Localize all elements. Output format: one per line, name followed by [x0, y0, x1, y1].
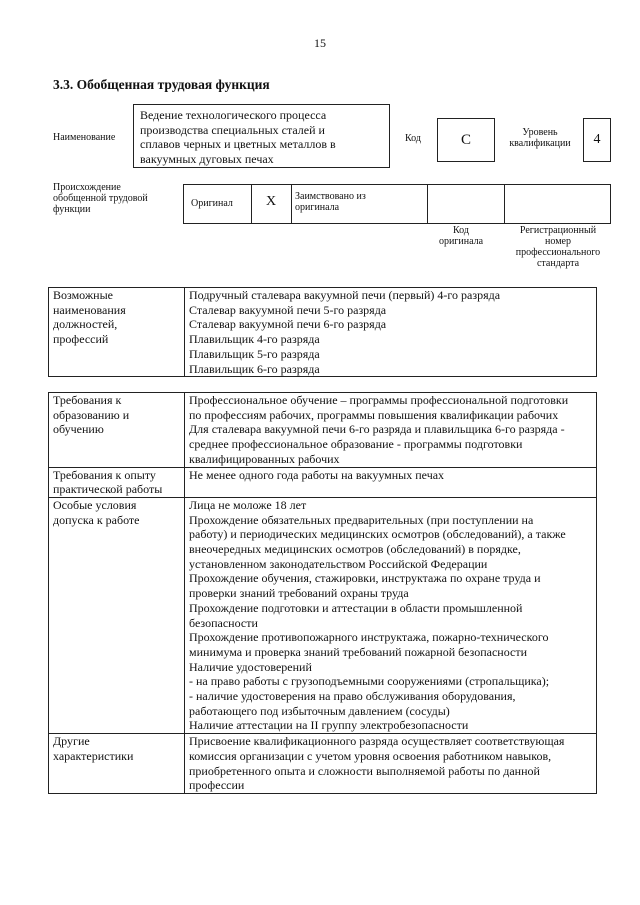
positions-row	[49, 288, 597, 377]
positions-list-cell	[185, 288, 597, 377]
function-name-line: сплавов черных и цветных металлов в	[140, 137, 336, 152]
requirement-label-line: Требования к	[53, 393, 122, 407]
section-title: 3.3. Обобщенная трудовая функция	[53, 77, 270, 92]
requirement-label-line: практической работы	[53, 482, 163, 497]
position-item: Плавильщик 5-го разряда	[189, 346, 320, 361]
requirement-line: Присвоение квалификационного разряда осуществляет соответствующая	[189, 734, 565, 749]
requirement-row-admission	[49, 497, 597, 733]
code-value: С	[437, 118, 495, 162]
original-mark: X	[265, 194, 277, 209]
position-item: Плавильщик 4-го разряда	[189, 332, 320, 347]
requirement-label-line: допуска к работе	[53, 512, 140, 527]
position-item: Плавильщик 6-го разряда	[189, 361, 320, 376]
borrowed-label	[295, 191, 366, 213]
page-number: 15	[314, 36, 326, 50]
reg-number-line: профессионального	[515, 247, 601, 258]
requirement-label-cell	[49, 393, 185, 468]
requirement-line: Прохождение обучения, стажировки, инструктажа по охране труда и	[189, 571, 541, 586]
positions-label-line: профессий	[53, 332, 109, 347]
requirement-line: безопасности	[189, 615, 258, 630]
requirement-text-cell	[185, 497, 597, 733]
borrowed-label-line: оригинала	[295, 202, 340, 213]
requirement-line: Не менее одного года работы на вакуумных печах	[189, 467, 445, 482]
function-name-line: вакуумных дуговых печах	[140, 152, 274, 167]
requirement-line: квалифицированных рабочих	[189, 451, 340, 466]
requirement-line: приобретенного опыта и сложности выполняемой работы по данной	[189, 763, 540, 778]
origin-box	[183, 184, 611, 224]
code-original-line: Код	[453, 225, 469, 236]
requirement-label-line: образованию и	[53, 407, 130, 422]
positions-label-line: Возможные	[53, 288, 113, 302]
requirement-line: Наличие удостоверений	[189, 659, 312, 674]
requirement-label-line: Другие	[53, 734, 90, 749]
requirement-line: установленном законодательством Российской Федерации	[189, 556, 488, 571]
requirement-label-cell	[49, 734, 185, 794]
requirement-line: проверки знаний требований охраны труда	[189, 586, 409, 601]
requirement-label-cell	[49, 497, 185, 733]
requirement-line: среднее профессиональное образование - программы подготовки	[189, 437, 523, 452]
position-item: Сталевар вакуумной печи 5-го разряда	[189, 302, 387, 317]
reg-number-label	[503, 225, 613, 269]
reg-number-line: стандарта	[536, 258, 580, 269]
requirement-line: Прохождение подготовки и аттестации в области промышленной	[189, 600, 523, 615]
requirement-line: Профессиональное обучение – программы профессиональной подготовки	[189, 393, 569, 407]
level-value: 4	[583, 118, 611, 162]
positions-label-line: должностей,	[53, 317, 118, 332]
origin-label	[53, 182, 148, 215]
requirement-text-cell	[185, 467, 597, 497]
requirement-label-line: Требования к опыту	[53, 467, 156, 482]
requirement-label-line: характеристики	[53, 748, 134, 763]
code-label: Код	[405, 133, 421, 144]
reg-number-line: номер	[545, 236, 571, 247]
requirement-text-cell	[185, 393, 597, 468]
positions-label-line: наименования	[53, 302, 126, 317]
requirement-line: - на право работы с грузоподъемными сооружениями (стропальщика);	[189, 674, 550, 689]
position-item: Сталевар вакуумной печи 6-го разряда	[189, 317, 387, 332]
requirement-line: комиссия организации с учетом уровня освоения работником навыков,	[189, 748, 552, 763]
requirement-text-cell	[185, 734, 597, 794]
code-original-line: оригинала	[438, 236, 484, 247]
requirement-row-other	[49, 734, 597, 794]
level-label-line: квалификации	[509, 138, 571, 149]
function-name-line: производства специальных сталей и	[140, 122, 325, 137]
name-label: Наименование	[53, 132, 116, 143]
level-label-line: Уровень	[522, 127, 558, 138]
requirement-row-education	[49, 393, 597, 468]
position-item: Подручный сталевара вакуумной печи (первый) 4-го разряда	[189, 288, 501, 302]
requirement-line: внеочередных медицинских осмотров (обследований) в порядке,	[189, 542, 521, 557]
level-label	[502, 127, 578, 149]
requirement-line: Наличие аттестации на II группу электробезопасности	[189, 718, 469, 733]
requirements-table	[48, 392, 597, 794]
original-label: Оригинал	[191, 198, 233, 209]
origin-label-line: обобщенной трудовой	[53, 193, 148, 204]
requirement-line: работу) и периодических медицинских осмотров (обследований), а также	[189, 527, 566, 542]
requirement-line: по профессиям рабочих, программы повышения квалификации рабочих	[189, 407, 559, 422]
requirement-line: Лица не моложе 18 лет	[189, 497, 307, 512]
reg-number-line: Регистрационный	[519, 225, 597, 236]
requirement-row-experience	[49, 467, 597, 497]
requirement-label-line: Особые условия	[53, 497, 137, 512]
requirement-line: профессии	[189, 778, 245, 793]
requirement-label-cell	[49, 467, 185, 497]
origin-label-line: функции	[53, 204, 91, 215]
borrowed-label-line: Заимствовано из	[295, 191, 366, 202]
requirement-line: Прохождение противопожарного инструктажа, пожарно-технического	[189, 630, 549, 645]
requirement-line: - наличие удостоверения на право обслуживания оборудования,	[189, 689, 516, 704]
function-name-box	[133, 104, 390, 168]
requirement-line: работающего под избыточным давлением (сосуды)	[189, 703, 450, 718]
requirement-line: Прохождение обязательных предварительных (при поступлении на	[189, 512, 534, 527]
function-name-line: Ведение технологического процесса	[140, 108, 327, 122]
requirement-line: минимума и проверка знаний требований пожарной безопасности	[189, 644, 528, 659]
requirement-line: Для сталевара вакуумной печи 6-го разряда и плавильщика 6-го разряда -	[189, 422, 565, 437]
positions-label-cell	[49, 288, 185, 377]
positions-table	[48, 287, 597, 377]
code-original-label	[427, 225, 495, 247]
requirement-label-line: обучению	[53, 422, 104, 437]
origin-label-line: Происхождение	[53, 182, 121, 193]
